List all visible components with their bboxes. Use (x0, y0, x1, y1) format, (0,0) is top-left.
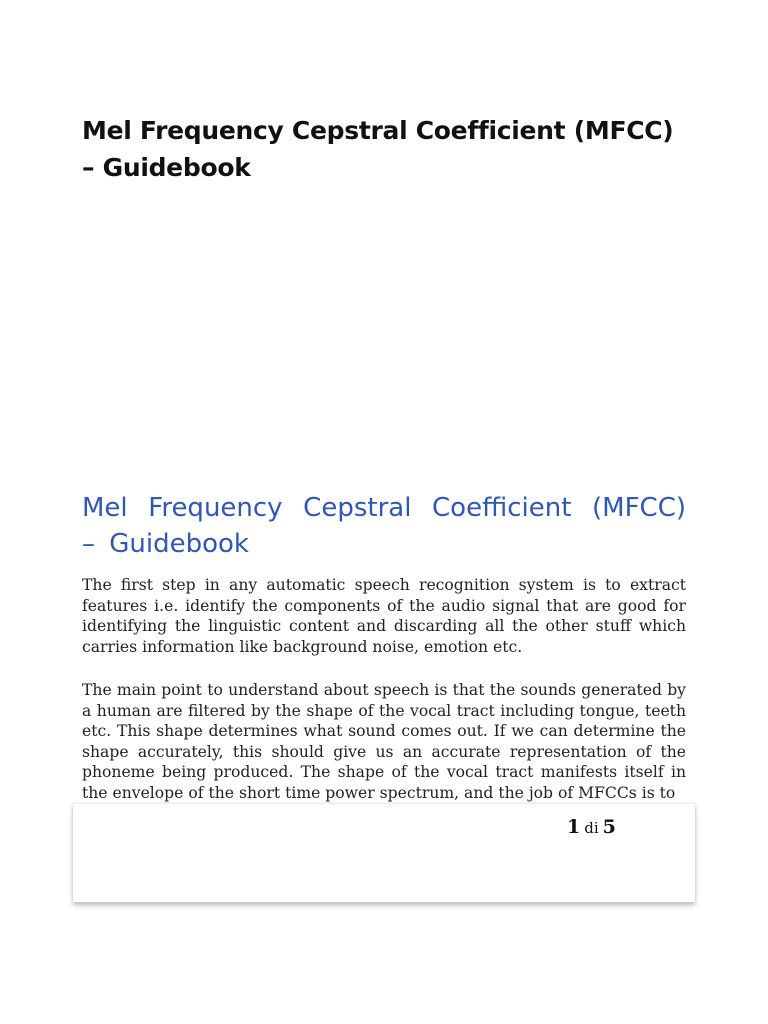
current-page-number: 1 (567, 816, 581, 838)
body-paragraph-2: The main point to understand about speech is that the sounds generated by a human are filtered by the shape of the vocal tract including tongue, teeth etc. This shape determines what sound comes out. If we can determine the shape accurately, this should give us an accurate representation of the phoneme being produced. The shape of the vocal tract manifests itself in the envelope of the short time power spectrum, and the job of MFCCs is to (82, 681, 686, 802)
document-title: Mel Frequency Cepstral Coefficient (MFCC) – Guidebook (82, 116, 674, 182)
total-pages-number: 5 (602, 816, 616, 838)
page-indicator-panel (73, 804, 695, 902)
page-separator-label: di (584, 819, 599, 837)
section-heading: Mel Frequency Cepstral Coefficient (MFCC) – Guidebook (82, 493, 686, 559)
page-indicator (567, 816, 616, 838)
body-paragraph-1: The first step in any automatic speech recognition system is to extract features i.e. identify the components of the audio signal that are good for identifying the linguistic content and discarding all the other stuff which carries information like background noise, emotion etc. (82, 576, 686, 656)
